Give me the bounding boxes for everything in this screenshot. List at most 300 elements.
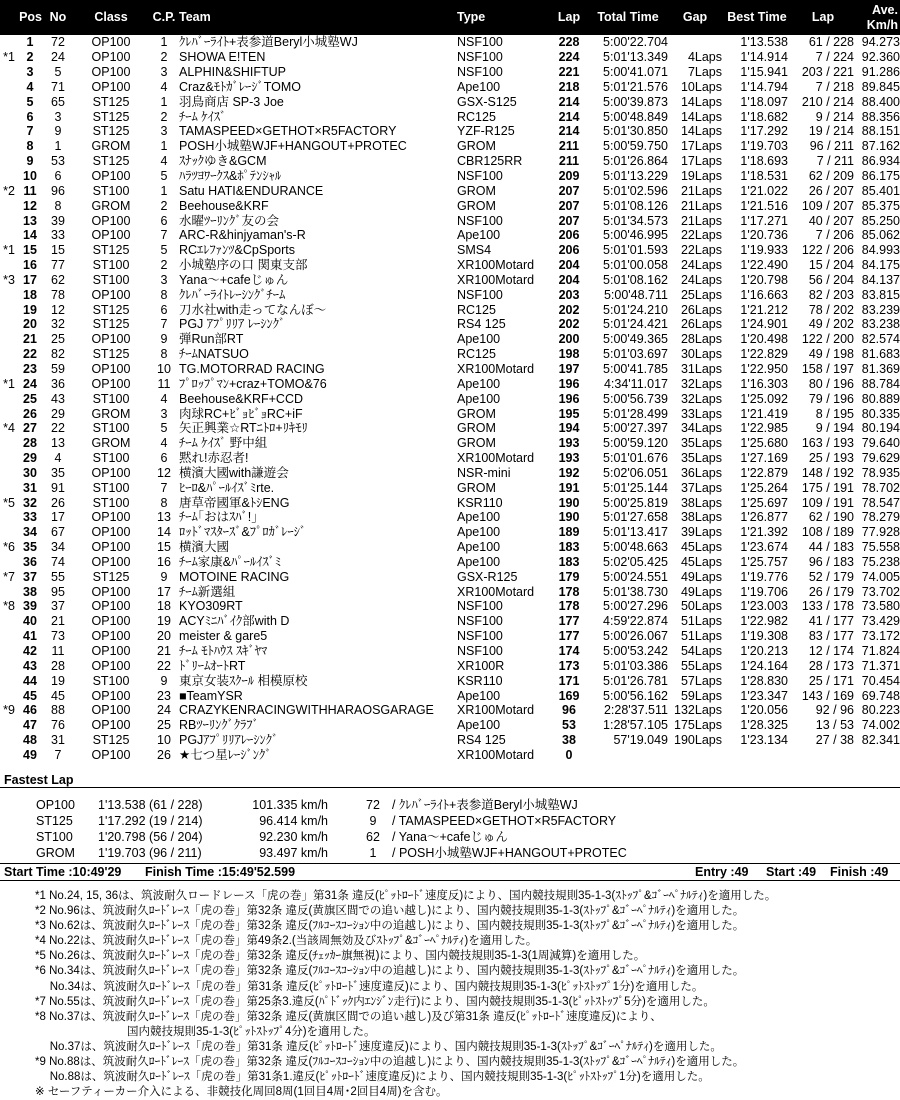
finish-time: Finish Time :15:49'52.599 xyxy=(145,865,296,879)
best-lap: 61 / 228 xyxy=(808,35,854,50)
bike-type: GSX-R125 xyxy=(457,569,518,584)
class-position: 4 xyxy=(160,79,168,94)
penalty-mark xyxy=(0,124,17,139)
best-lap: 109 / 207 xyxy=(801,198,854,213)
average-speed: 85.062 xyxy=(861,228,900,243)
fastest-class: OP100 xyxy=(36,798,75,812)
bike-type: RC125 xyxy=(457,109,496,124)
team-name: Satu HATI&ENDURANCE xyxy=(179,183,324,198)
class-position: 3 xyxy=(160,65,168,80)
class-position: 1 xyxy=(160,183,168,198)
class: ST125 xyxy=(92,124,130,139)
total-time: 5:00'48.711 xyxy=(603,287,668,302)
class: GROM xyxy=(91,436,131,451)
table-row xyxy=(0,228,900,243)
position: 12 xyxy=(23,198,37,213)
best-lap: 49 / 202 xyxy=(808,317,854,332)
best-time: 1'21.212 xyxy=(740,302,788,317)
bike-type: SMS4 xyxy=(457,243,492,258)
penalty-mark: *8 xyxy=(3,599,15,614)
class: OP100 xyxy=(91,658,131,673)
average-speed: 70.454 xyxy=(861,673,900,688)
class: OP100 xyxy=(91,510,131,525)
average-speed: 83.238 xyxy=(861,317,900,332)
class-position: 18 xyxy=(157,599,171,614)
gap: 38Laps xyxy=(680,510,722,525)
average-speed: 88.784 xyxy=(861,376,900,391)
gap: 21Laps xyxy=(680,183,722,198)
total-time: 5:01'08.126 xyxy=(603,198,668,213)
best-lap: 109 / 191 xyxy=(801,495,854,510)
team-name: ﾊﾗﾂﾖﾜｰｸｽ&ﾎﾟﾃﾝｼｬﾙ xyxy=(179,169,282,184)
best-time: 1'23.003 xyxy=(740,599,788,614)
class-position: 1 xyxy=(160,139,168,154)
car-number: 39 xyxy=(51,213,65,228)
laps: 207 xyxy=(558,183,580,198)
team-name: SHOWA E!TEN xyxy=(179,50,266,65)
average-speed: 78.702 xyxy=(861,480,900,495)
class-position: 6 xyxy=(160,451,168,466)
class-position: 13 xyxy=(157,510,171,525)
laps: 197 xyxy=(558,361,580,376)
best-time: 1'22.490 xyxy=(740,258,788,273)
best-time: 1'23.674 xyxy=(740,540,788,555)
table-row xyxy=(0,154,900,169)
total-time: 5:00'26.067 xyxy=(603,629,668,644)
header-cp: C.P. xyxy=(149,0,179,35)
laps: 53 xyxy=(562,718,576,733)
gap: 35Laps xyxy=(680,436,722,451)
bike-type: XR100Motard xyxy=(457,703,535,718)
best-lap: 56 / 204 xyxy=(808,272,854,287)
laps: 200 xyxy=(558,332,580,347)
best-time: 1'20.498 xyxy=(740,332,788,347)
bike-type: NSF100 xyxy=(457,35,503,50)
table-row xyxy=(0,35,900,50)
team-name: meister & gare5 xyxy=(179,629,268,644)
laps: 189 xyxy=(558,525,580,540)
class: OP100 xyxy=(91,703,131,718)
gap: 17Laps xyxy=(680,139,722,154)
average-speed: 88.151 xyxy=(861,124,900,139)
class: OP100 xyxy=(91,688,131,703)
table-row xyxy=(0,169,900,184)
average-speed: 92.360 xyxy=(861,50,900,65)
bike-type: NSF100 xyxy=(457,169,503,184)
class-position: 6 xyxy=(160,302,168,317)
table-row xyxy=(0,465,900,480)
team-name: ﾁｰﾑ家康&ﾊﾟｰﾙｲｽﾞﾐ xyxy=(179,554,282,569)
position: 32 xyxy=(23,495,37,510)
total-time: 5:00'27.397 xyxy=(603,421,668,436)
total-time: 5:00'56.162 xyxy=(603,688,668,703)
fastest-number: 72 xyxy=(366,798,380,812)
best-lap: 28 / 173 xyxy=(808,658,854,673)
table-row xyxy=(0,673,900,688)
team-name: ★七つ星ﾚｰｼﾞﾝｸﾞ xyxy=(179,747,272,762)
position: 25 xyxy=(23,391,37,406)
car-number: 12 xyxy=(51,302,65,317)
fastest-number: 9 xyxy=(369,814,377,828)
position: 28 xyxy=(23,436,37,451)
best-lap: 133 / 178 xyxy=(801,599,854,614)
position: 48 xyxy=(23,733,37,748)
team-name: 東京女装ｽｸｰﾙ 相模原校 xyxy=(179,673,308,688)
position: 3 xyxy=(26,65,34,80)
class: OP100 xyxy=(91,554,131,569)
total-time: 2:28'37.511 xyxy=(603,703,668,718)
best-time: 1'18.097 xyxy=(740,94,788,109)
penalty-mark xyxy=(0,629,17,644)
penalty-notes xyxy=(35,889,895,1100)
table-row xyxy=(0,703,900,718)
best-lap: 62 / 209 xyxy=(808,169,854,184)
penalty-mark xyxy=(0,332,17,347)
class-position: 24 xyxy=(157,703,171,718)
position: 41 xyxy=(23,629,37,644)
class: ST100 xyxy=(92,421,130,436)
penalty-mark xyxy=(0,525,17,540)
gap: 50Laps xyxy=(680,599,722,614)
class: ST125 xyxy=(92,569,130,584)
car-number: 19 xyxy=(51,673,65,688)
best-lap: 163 / 193 xyxy=(801,436,854,451)
laps: 202 xyxy=(558,317,580,332)
best-time: 1'19.933 xyxy=(740,243,788,258)
class: OP100 xyxy=(91,65,131,80)
total-time: 5:01'01.676 xyxy=(603,451,668,466)
table-row xyxy=(0,376,900,391)
laps: 179 xyxy=(558,569,580,584)
average-speed: 80.223 xyxy=(861,703,900,718)
car-number: 6 xyxy=(54,169,62,184)
total-time xyxy=(588,748,668,763)
penalty-mark xyxy=(0,748,17,763)
best-time: 1'15.941 xyxy=(740,65,788,80)
best-lap: 7 / 218 xyxy=(815,79,854,94)
class-position: 5 xyxy=(160,421,168,436)
gap: 7Laps xyxy=(687,65,722,80)
penalty-mark xyxy=(0,362,17,377)
penalty-mark xyxy=(0,465,17,480)
laps: 192 xyxy=(558,465,580,480)
best-time: 1'16.663 xyxy=(740,287,788,302)
best-time: 1'28.830 xyxy=(740,673,788,688)
class: ST125 xyxy=(92,154,130,169)
penalty-mark xyxy=(0,391,17,406)
class-position: 11 xyxy=(157,376,171,391)
class-position: 25 xyxy=(157,718,171,733)
penalty-note: *8 No.37は、筑波耐久ﾛｰﾄﾞﾚｰｽ「虎の巻」第32条 違反(黄旗区間での追い越し)及び第31条 違反(ﾋﾟｯﾄﾛｰﾄﾞ速度違反)により、 xyxy=(35,1010,662,1023)
class: GROM xyxy=(91,406,131,421)
best-time: 1'24.901 xyxy=(740,317,788,332)
team-name: KYO309RT xyxy=(179,599,243,614)
gap: 34Laps xyxy=(680,421,722,436)
results-header-row xyxy=(0,0,900,35)
car-number: 28 xyxy=(51,658,65,673)
gap: 31Laps xyxy=(680,361,722,376)
penalty-note: No.34は、筑波耐久ﾛｰﾄﾞﾚｰｽ「虎の巻」第31条 違反(ﾋﾟｯﾄﾛｰﾄﾞ速度違反)により、国内競技規則35-1-3(ﾋﾟｯﾄｽﾄｯﾌﾟ1分)を適用した。 xyxy=(35,980,704,993)
best-time: 1'18.531 xyxy=(740,169,788,184)
team-name: MOTOINE RACING xyxy=(179,569,290,584)
class-position: 1 xyxy=(160,94,168,109)
penalty-mark xyxy=(0,733,17,748)
laps: 206 xyxy=(558,228,580,243)
best-lap: 25 / 171 xyxy=(808,673,854,688)
fastest-lap-body xyxy=(36,797,627,861)
penalty-note: *1 No.24, 15, 36は、筑波耐久ロードレース「虎の巻」第31条 違反(ﾋﾟｯﾄﾛｰﾄﾞ速度反)により、国内競技規則35-1-3(ｽﾄｯﾌﾟ&ｺﾞｰﾍﾟﾅﾙﾃｨ)を適用した。 xyxy=(35,890,777,902)
position: 6 xyxy=(26,109,34,124)
best-time: 1'20.736 xyxy=(740,228,788,243)
header-team: Team xyxy=(179,0,457,35)
penalty-mark xyxy=(0,673,17,688)
table-row xyxy=(0,644,900,659)
penalty-mark xyxy=(0,198,17,213)
laps: 203 xyxy=(558,287,580,302)
best-lap: 9 / 194 xyxy=(815,421,854,436)
car-number: 82 xyxy=(51,347,65,362)
fastest-lap-table xyxy=(36,797,627,861)
best-time: 1'26.877 xyxy=(740,510,788,525)
results-body xyxy=(0,35,900,762)
total-time: 5:01'00.058 xyxy=(603,258,668,273)
position: 49 xyxy=(23,747,37,762)
best-lap: 92 / 96 xyxy=(815,703,854,718)
table-row xyxy=(0,658,900,673)
laps: 207 xyxy=(558,198,580,213)
class: OP100 xyxy=(91,361,131,376)
laps: 171 xyxy=(558,673,580,688)
best-lap: 27 / 38 xyxy=(815,733,854,748)
car-number: 45 xyxy=(51,688,65,703)
laps: 202 xyxy=(558,302,580,317)
penalty-mark xyxy=(0,436,17,451)
fastest-lap-row xyxy=(36,813,627,829)
gap xyxy=(668,35,722,50)
table-row xyxy=(0,317,900,332)
position: 39 xyxy=(23,599,37,614)
average-speed: 86.175 xyxy=(861,169,900,184)
class: ST100 xyxy=(92,183,130,198)
average-speed: 85.401 xyxy=(861,183,900,198)
best-lap: 175 / 191 xyxy=(801,480,854,495)
car-number: 36 xyxy=(51,376,65,391)
start-count: Start :49 xyxy=(766,865,817,879)
team-name: 横濱大國 xyxy=(179,540,230,555)
total-time: 5:00'39.873 xyxy=(603,94,668,109)
class-position: 10 xyxy=(157,361,171,376)
car-number: 22 xyxy=(51,421,65,436)
bike-type: YZF-R125 xyxy=(457,124,515,139)
gap: 30Laps xyxy=(680,347,722,362)
class-position: 8 xyxy=(160,347,168,362)
penalty-mark xyxy=(0,347,17,362)
table-row xyxy=(0,451,900,466)
best-time: 1'21.392 xyxy=(740,525,788,540)
best-time: 1'25.264 xyxy=(740,480,788,495)
table-row xyxy=(0,525,900,540)
fastest-lap-row xyxy=(36,829,627,845)
team-name: ｸﾚﾊﾞｰﾗｲﾄﾚｰｼﾝｸﾞﾁｰﾑ xyxy=(179,287,286,302)
penalty-note: *3 No.62は、筑波耐久ﾛｰﾄﾞﾚｰｽ「虎の巻」第32条 違反(ﾌﾙｺｰｽｺｰｼｮﾝ中の追越し)により、国内競技規則35-1-3(ｽﾄｯﾌﾟ&ｺﾞｰﾍﾟﾅﾙﾃｨ)を適用した。 xyxy=(35,920,745,933)
gap: 35Laps xyxy=(680,451,722,466)
best-time: 1'22.879 xyxy=(740,465,788,480)
laps: 173 xyxy=(558,658,580,673)
car-number: 72 xyxy=(51,35,65,50)
fastest-speed: 92.230 km/h xyxy=(259,830,328,844)
fastest-time: 1'20.798 (56 / 204) xyxy=(98,830,203,844)
bike-type: RS4 125 xyxy=(457,317,506,332)
penalty-mark xyxy=(0,139,17,154)
team-name: 矢正興業☆RTﾆﾄﾛ+ﾘｷﾓﾘ xyxy=(179,421,308,436)
table-row xyxy=(0,614,900,629)
total-time: 5:01'27.658 xyxy=(603,510,668,525)
best-lap: 79 / 196 xyxy=(808,391,854,406)
position: 29 xyxy=(23,451,37,466)
header-total-time: Total Time xyxy=(588,0,668,35)
time-summary-bar xyxy=(0,863,900,881)
penalty-mark: *6 xyxy=(3,540,15,555)
car-number: 21 xyxy=(51,614,65,629)
total-time: 1:28'57.105 xyxy=(603,718,668,733)
position: 22 xyxy=(23,347,37,362)
best-lap: 9 / 214 xyxy=(815,109,854,124)
best-time: 1'23.347 xyxy=(740,688,788,703)
total-time: 5:01'13.229 xyxy=(603,169,668,184)
position: 20 xyxy=(23,317,37,332)
team-name: Craz&ﾓﾄｶﾞﾚｰｼﾞTOMO xyxy=(179,79,301,94)
car-number: 9 xyxy=(54,124,62,139)
fastest-team: / TAMASPEED×GETHOT×R5FACTORY xyxy=(392,814,617,828)
penalty-mark xyxy=(0,302,17,317)
penalty-mark xyxy=(0,614,17,629)
position: 36 xyxy=(23,554,37,569)
bike-type: NSF100 xyxy=(457,644,503,659)
bike-type: NSF100 xyxy=(457,599,503,614)
class: OP100 xyxy=(91,599,131,614)
laps: 196 xyxy=(558,376,580,391)
car-number: 67 xyxy=(51,525,65,540)
table-row xyxy=(0,629,900,644)
penalty-mark xyxy=(0,451,17,466)
table-row xyxy=(0,273,900,288)
average-speed: 78.547 xyxy=(861,495,900,510)
best-time: 1'27.169 xyxy=(740,451,788,466)
laps: 191 xyxy=(558,480,580,495)
class: ST100 xyxy=(92,258,130,273)
team-name: ﾛｯﾄﾞﾏｽﾀｰｽﾞ&ﾌﾟﾛｶﾞﾚｰｼﾞ xyxy=(179,525,307,540)
class: ST125 xyxy=(92,109,130,124)
table-row xyxy=(0,302,900,317)
total-time: 5:01'25.144 xyxy=(603,480,668,495)
position: 21 xyxy=(23,332,37,347)
class-position: 4 xyxy=(160,391,168,406)
gap: 49Laps xyxy=(680,569,722,584)
position: 11 xyxy=(23,183,37,198)
position: 15 xyxy=(23,243,37,258)
finish-count: Finish :49 xyxy=(830,865,889,879)
best-lap: 7 / 211 xyxy=(816,154,854,169)
average-speed: 89.845 xyxy=(861,79,900,94)
class: OP100 xyxy=(91,50,131,65)
best-time: 1'20.213 xyxy=(740,644,788,659)
total-time: 5:01'13.417 xyxy=(603,525,668,540)
car-number: 1 xyxy=(54,139,62,154)
best-time: 1'14.794 xyxy=(740,79,788,94)
bike-type: XR100Motard xyxy=(457,451,535,466)
team-name: RBﾂｰﾘﾝｸﾞｸﾗﾌﾞ xyxy=(179,718,259,733)
average-speed: 85.250 xyxy=(861,213,900,228)
bike-type: NSF100 xyxy=(457,629,503,644)
fastest-team: / ｸﾚﾊﾞｰﾗｲﾄ+表参道Beryl小城塾WJ xyxy=(392,798,578,812)
team-name: POSH小城塾WJF+HANGOUT+PROTEC xyxy=(179,139,407,154)
position: 44 xyxy=(23,673,37,688)
table-row xyxy=(0,406,900,421)
average-speed: 91.286 xyxy=(861,65,900,80)
total-time: 5:01'26.781 xyxy=(603,673,668,688)
average-speed: 78.935 xyxy=(861,465,900,480)
penalty-mark xyxy=(0,317,17,332)
position: 4 xyxy=(26,79,34,94)
class-position: 22 xyxy=(157,658,171,673)
fastest-team: / POSH小城塾WJF+HANGOUT+PROTEC xyxy=(392,846,627,860)
penalty-note: *5 No.26は、筑波耐久ﾛｰﾄﾞﾚｰｽ「虎の巻」第32条 違反(ﾁｪｯｶｰ旗無視)により、国内競技規則35-1-3(1周減算)を適用した。 xyxy=(35,950,646,963)
position: 2 xyxy=(26,50,34,65)
average-speed: 73.429 xyxy=(861,614,900,629)
class-position: 9 xyxy=(160,673,168,688)
gap: 24Laps xyxy=(680,258,722,273)
laps: 169 xyxy=(558,688,580,703)
penalty-note: No.88は、筑波耐久ﾛｰﾄﾞﾚｰｽ「虎の巻」第31条1.違反(ﾋﾟｯﾄﾛｰﾄﾞ速度違反)により、国内競技規則35-1-3(ﾋﾟｯﾄｽﾄｯﾌﾟ1分)を適用した。 xyxy=(35,1071,710,1084)
team-name: PGJ ｱﾌﾟﾘﾘｱ ﾚｰｼﾝｸﾞ xyxy=(179,317,286,332)
laps: 209 xyxy=(558,169,580,184)
total-time: 5:00'53.242 xyxy=(603,644,668,659)
gap: 26Laps xyxy=(680,302,722,317)
bike-type: Ape100 xyxy=(457,510,501,525)
laps: 195 xyxy=(558,406,580,421)
best-time: 1'22.950 xyxy=(740,361,788,376)
best-lap: 25 / 193 xyxy=(808,451,854,466)
team-name: Beehouse&KRF xyxy=(179,198,269,213)
position: 10 xyxy=(23,169,37,184)
best-lap xyxy=(792,748,854,763)
car-number: 24 xyxy=(51,50,65,65)
total-time: 5:00'49.365 xyxy=(603,332,668,347)
table-row xyxy=(0,198,900,213)
class: OP100 xyxy=(91,465,131,480)
bike-type: Ape100 xyxy=(457,525,501,540)
penalty-mark xyxy=(0,80,17,95)
gap: 54Laps xyxy=(680,644,722,659)
position: 31 xyxy=(23,480,37,495)
table-row xyxy=(0,80,900,95)
average-speed: 75.238 xyxy=(861,554,900,569)
table-row xyxy=(0,258,900,273)
average-speed: 83.815 xyxy=(861,287,900,302)
average-speed: 73.580 xyxy=(861,599,900,614)
gap: 175Laps xyxy=(674,718,722,733)
bike-type: XR100Motard xyxy=(457,584,535,599)
header-ave-line2: Km/h xyxy=(866,17,898,32)
class: OP100 xyxy=(91,644,131,659)
header-ave-speed xyxy=(854,0,900,35)
position: 26 xyxy=(23,406,37,421)
position: 1 xyxy=(26,35,34,50)
car-number: 31 xyxy=(51,733,65,748)
total-time: 5:00'46.995 xyxy=(603,228,668,243)
bike-type: RC125 xyxy=(457,302,496,317)
bike-type: Ape100 xyxy=(457,688,501,703)
